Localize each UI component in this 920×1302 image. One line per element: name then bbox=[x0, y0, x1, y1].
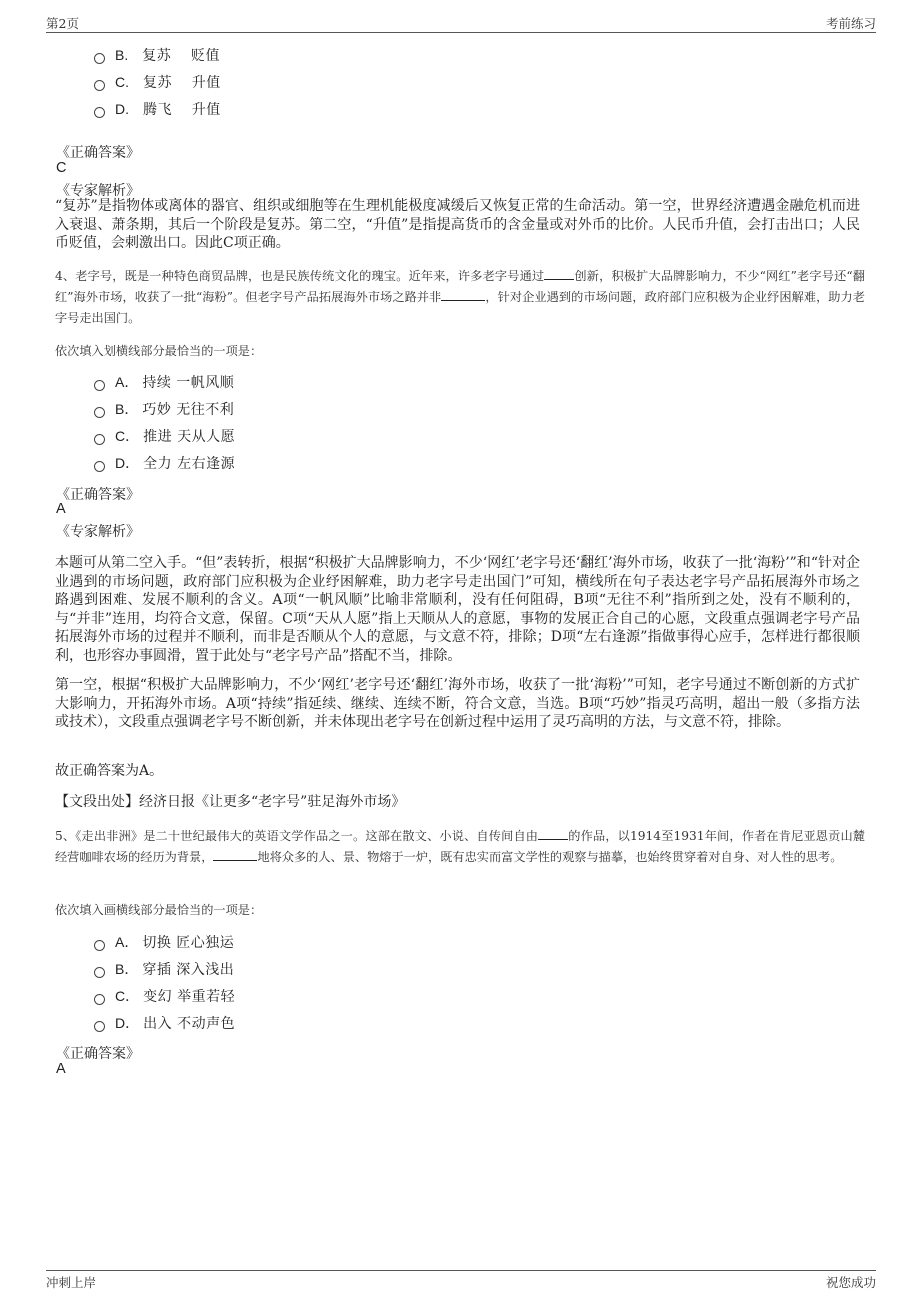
q4-prompt: 依次填入划横线部分最恰当的一项是： bbox=[55, 344, 263, 358]
fill-blank bbox=[538, 827, 568, 840]
q3-answer: C bbox=[56, 160, 67, 176]
q4-analysis-p2: 第一空，根据“积极扩大品牌影响力，不少‘网红’老字号还‘翻红’海外市场，收获了一批‘海粉’”可知，老字号通过不断创新的方式扩大影响力，开拓海外市场。A项“持续”指延续、继续、连续不断，符合文意，当选。B项“巧妙”指灵巧高明，超出一般（多指方法或技术），文段重点强调老字号不断创新，并未体现出老字号在创新过程中运用了灵巧高明的方法，与文意不符，排除。 bbox=[55, 677, 860, 730]
q4-option-a[interactable]: A． 持续 一帆风顺 bbox=[94, 372, 234, 392]
fill-blank bbox=[544, 267, 574, 280]
radio-icon[interactable] bbox=[94, 80, 105, 91]
page-number: 第2页 bbox=[46, 16, 79, 31]
q5-option-d[interactable]: D． 出入 不动声色 bbox=[94, 1013, 235, 1033]
q5-option-c[interactable]: C． 变幻 举重若轻 bbox=[94, 986, 235, 1006]
radio-icon[interactable] bbox=[94, 940, 105, 951]
q3-option-b[interactable]: B. 复苏 贬值 bbox=[94, 45, 220, 65]
page-footer bbox=[46, 1270, 876, 1289]
q5-option-b[interactable]: B． 穿插 深入浅出 bbox=[94, 959, 234, 979]
q4-source: 【文段出处】经济日报《让更多“老字号”驻足海外市场》 bbox=[55, 794, 406, 810]
footer-left-text: 冲刺上岸 bbox=[46, 1275, 97, 1290]
radio-icon[interactable] bbox=[94, 53, 105, 64]
radio-icon[interactable] bbox=[94, 1021, 105, 1032]
radio-icon[interactable] bbox=[94, 461, 105, 472]
q5-answer: A bbox=[56, 1061, 66, 1077]
q5-option-a[interactable]: A． 切换 匠心独运 bbox=[94, 932, 234, 952]
q4-option-b[interactable]: B． 巧妙 无往不利 bbox=[94, 399, 234, 419]
q3-option-d[interactable]: D. 腾飞 升值 bbox=[94, 99, 221, 119]
q5-prompt: 依次填入画横线部分最恰当的一项是： bbox=[55, 903, 263, 917]
q3-analysis: “复苏”是指物体或离体的器官、组织或细胞等在生理机能极度减缓后又恢复正常的生命活动。第一空，世界经济遭遇金融危机而进入衰退、萧条期，其后一个阶段是复苏。第二空，“升值”是指提高货币的含金量或对外币的比价。人民币升值，会打击出口；人民币贬值，会刺激出口。因此C项正确。 bbox=[55, 198, 860, 251]
q4-question-text: 4、老字号，既是一种特色商贸品牌，也是民族传统文化的瑰宝。近年来，许多老字号通过 创新，积极扩大品牌影响力，不少“网红”老字号还“翻红”海外市场，收获了一批“海粉”。但老字号产品拓展海外市场之路并非 ，针对企业遇到的市场问题，政府部门应积极为企业纾困解难，助力老字号走出国门。 bbox=[55, 269, 865, 325]
q3-option-c[interactable]: C. 复苏 升值 bbox=[94, 72, 221, 92]
q3-answer-tag: 《正确答案》 bbox=[56, 145, 140, 161]
q5-question-text: 5、《走出非洲》是二十世纪最伟大的英语文学作品之一。这部在散文、小说、自传间自由 的作品，以1914至1931年间，作者在肯尼亚恩贡山麓经营咖啡农场的经历为背景， 地将众多的人、景、物熔于一炉，既有忠实而富文学性的观察与描摹，也始终贯穿着对自身、对人性的思考。 bbox=[55, 829, 865, 864]
header-title: 考前练习 bbox=[825, 16, 876, 31]
radio-icon[interactable] bbox=[94, 380, 105, 391]
q4-option-c[interactable]: C． 推进 天从人愿 bbox=[94, 426, 235, 446]
fill-blank bbox=[213, 848, 257, 861]
footer-right-text: 祝您成功 bbox=[825, 1275, 876, 1290]
radio-icon[interactable] bbox=[94, 407, 105, 418]
radio-icon[interactable] bbox=[94, 434, 105, 445]
q4-answer-tag: 《正确答案》 bbox=[56, 487, 140, 503]
q4-analysis-tag: 《专家解析》 bbox=[56, 524, 140, 540]
q4-analysis-p1: 本题可从第二空入手。“但”表转折，根据“积极扩大品牌影响力，不少‘网红’老字号还‘翻红’海外市场，收获了一批‘海粉’”和“针对企业遇到的市场问题，政府部门应积极为企业纾困解难，助力老字号走出国门”可知，横线所在句子表达老字号产品拓展海外市场之路遇到困难、发展不顺利的含义。A项“一帆风顺”比喻非常顺利，没有任何阻碍，B项“无往不利”指所到之处，没有不顺利的，与“并非”连用，均符合文意，保留。C项“天从人愿”指上天顺从人的意愿，事物的发展正合自己的心愿，文段重点强调老字号产品拓展海外市场的过程并不顺利，而非是否顺从个人的意愿，与文意不符，排除；D项“左右逢源”指做事得心应手，怎样进行都很顺利，也形容办事圆滑，置于此处与“老字号产品”搭配不当，排除。 bbox=[55, 555, 860, 664]
q3-analysis-tag: 《专家解析》 bbox=[56, 183, 140, 199]
radio-icon[interactable] bbox=[94, 967, 105, 978]
q4-answer: A bbox=[56, 501, 66, 517]
radio-icon[interactable] bbox=[94, 107, 105, 118]
q5-answer-tag: 《正确答案》 bbox=[56, 1046, 140, 1062]
q4-conclusion: 故正确答案为A。 bbox=[55, 763, 164, 779]
q4-option-d[interactable]: D． 全力 左右逢源 bbox=[94, 453, 235, 473]
fill-blank bbox=[441, 288, 485, 301]
radio-icon[interactable] bbox=[94, 994, 105, 1005]
page-header bbox=[46, 14, 876, 33]
